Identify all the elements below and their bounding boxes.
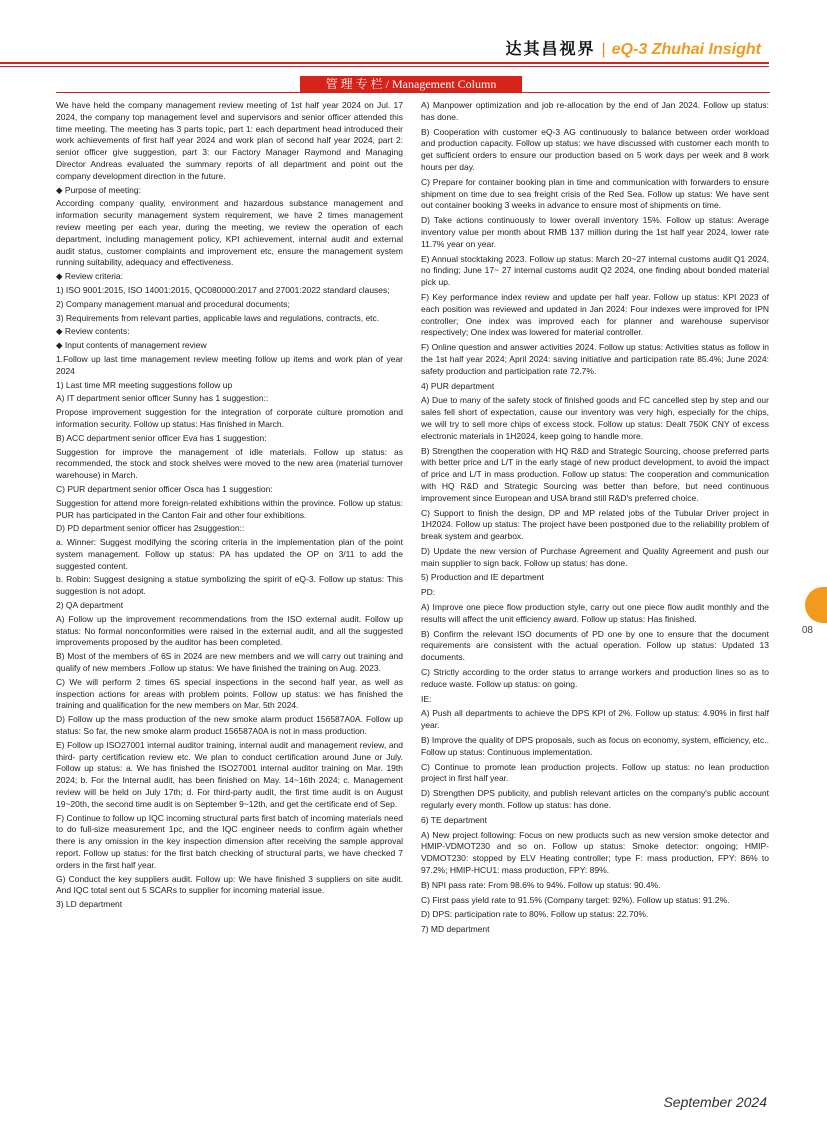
left-paragraph: 1) Last time MR meeting suggestions follow up bbox=[56, 379, 233, 390]
left-paragraph: E) Follow up ISO27001 internal auditor training, internal audit and management review, and third- party certification review etc. We plan to conduct certification around June or July. Follow up status: a. We has finished the ISO27001 internal auditor training on Mar. 19th 2024; b. For the Internal audit, has been finished on May. 14~16th 2024; c. Management review will be held on July 17th; d. For third-party audit, the first time audit is on August 19~20th, the second time audit is on September 9~12th, and get the certificate end of Sep. bbox=[56, 739, 403, 809]
right-paragraph: A) Manpower optimization and job re-allocation by the end of Jan 2024. Follow up status: has done. bbox=[421, 100, 769, 122]
left-paragraph: b. Robin: Suggest designing a statue symbolizing the spirit of eQ-3. Follow up status: This suggestion is not adopt. bbox=[56, 574, 403, 597]
left-paragraph: We have held the company management review meeting of 1st half year 2024 on Jul. 17 2024, the company top management level and supervisors and senior officer attended this time meeting. The meeting has 3 parts topic, part 1: each department head introduced their work achievements of first half year 2024 and work plan of second half year 2024, part 2: senior officer give suggestion, part 3: our Factory Manager Raymond and Managing Director Andreas evaluated the summary reports of all department and point out the company development direction in the future. bbox=[56, 100, 403, 181]
left-paragraph: A) IT department senior officer Sunny has 1 suggestion:: bbox=[56, 393, 269, 404]
left-paragraph: D) Follow up the mass production of the new smoke alarm product 156587A0A. Follow up status: So far, the new smoke alarm product 156587A0A is not in mass production. bbox=[56, 714, 403, 737]
header-rule bbox=[0, 62, 769, 64]
header-rule-thin bbox=[0, 66, 769, 67]
left-paragraph: ◆ Purpose of meeting: bbox=[56, 184, 141, 195]
left-paragraph: ◆ Input contents of management review bbox=[56, 340, 207, 351]
right-paragraph: F) Online question and answer activities 2024. Follow up status: Activities status as follow in the 1st half year 2024; April 2024: saving initiative and participation rate 85.4%; June 2024: safety production and participation rate 72.7%. bbox=[421, 342, 769, 376]
right-paragraph: D) Update the new version of Purchase Agreement and Quality Agreement and push our main supplier to sign back. Follow up status: has done. bbox=[421, 545, 769, 568]
left-paragraph: ◆ Review criteria: bbox=[56, 271, 123, 282]
left-paragraph: Suggestion for improve the management of idle materials. Follow up status: as recommended, the stock and stock shelves were moved to the new area (material turnover warehouse) in March. bbox=[56, 446, 403, 481]
right-paragraph: A) Improve one piece flow production style, carry out one piece flow audit monthly and the results will affect the unit efficiency award. Follow up status: Has finished. bbox=[421, 602, 769, 624]
brand-english: eQ-3 Zhuhai Insight bbox=[611, 41, 761, 58]
left-paragraph: 1) ISO 9001:2015, ISO 14001:2015, QC080000:2017 and 27001:2022 standard clauses; bbox=[56, 284, 390, 295]
left-paragraph: A) Follow up the improvement recommendations from the ISO external audit. Follow up status: No formal nonconformities were raised in the external audit, and all the suggested improvements proposed by the auditor has been completed. bbox=[56, 613, 403, 648]
right-paragraph: IE: bbox=[421, 693, 432, 704]
right-paragraph: F) Key performance index review and update per half year. Follow up status: KPI 2023 of each position was reviewed and updated in Jan 2024: Four indexes were improved for IPN controller; One index was improved each for planner and warehouse supervisor respectively; One index was lowered for material controller. bbox=[421, 291, 769, 338]
right-paragraph: B) Strengthen the cooperation with HQ R&D and Strategic Sourcing, choose preferred parts with better price and L/T in the early stage of new product development, to avoid the impact of price and L/T in mass production. Follow up status: The cooperation and communication with HQ R&D and Strategic Sourcing was better than before, but need continuous improvement since European and USA brand still R&D's preferred choice. bbox=[421, 445, 769, 503]
left-paragraph: B) ACC department senior officer Eva has 1 suggestion: bbox=[56, 432, 267, 443]
right-paragraph: 6) TE department bbox=[421, 814, 487, 825]
right-paragraph: E) Annual stocktaking 2023. Follow up status: March 20~27 internal customs audit Q1 2024, no finding; June 17~ 27 internal customs audit Q2 2024, one finding about bonded material pick up. bbox=[421, 253, 769, 288]
page-tab bbox=[805, 587, 827, 623]
column-title: 管 理 专 栏 / Management Column bbox=[300, 76, 522, 92]
right-paragraph: B) NPI pass rate: From 98.6% to 94%. Follow up status: 90.4%. bbox=[421, 879, 661, 890]
right-paragraph: B) Improve the quality of DPS proposals, such as focus on economy, system, efficiency, etc.. Follow up status: Continuous implementation. bbox=[421, 735, 769, 757]
left-paragraph: 3) LD department bbox=[56, 899, 123, 910]
page-number: 08 bbox=[801, 625, 813, 636]
right-paragraph: C) Prepare for container booking plan in time and communication with forwarders to ensure shipment on time due to sea freight crisis of the Red Sea. Follow up status: We have sent out container booking 3 weeks in advance to ensure most of shipments on time. bbox=[421, 176, 769, 211]
left-paragraph: G) Conduct the key suppliers audit. Follow up: We have finished 3 suppliers on site audit. And IQC total sent out 5 SCARs to supplier for incoming material issue. bbox=[56, 873, 403, 896]
brand-chinese: 达其昌视界 bbox=[505, 39, 596, 58]
right-paragraph: A) Push all departments to achieve the DPS KPI of 2%. Follow up status: 4.90% in first half year. bbox=[421, 708, 769, 731]
left-paragraph: B) Most of the members of 6S in 2024 are new members and we will carry out training and qualify of new members .Follow up status: We have finished the training on Aug. 2023. bbox=[56, 651, 403, 674]
left-column bbox=[56, 100, 403, 913]
left-paragraph: C) We will perform 2 times 6S special inspections in the second half year, as well as inspection actions for areas with problem points. Follow up status: we has finished the training and qualification for the new members on Mar. 5th 2024. bbox=[56, 676, 403, 711]
right-paragraph: B) Confirm the relevant ISO documents of PD one by one to ensure that the document requirements are consistent with the actual operation. Follow up status: Updated 13 documents. bbox=[421, 628, 769, 663]
left-paragraph: 2) QA department bbox=[56, 600, 124, 611]
left-paragraph: 2) Company management manual and procedural documents; bbox=[56, 298, 290, 309]
left-paragraph: a. Winner: Suggest modifying the scoring criteria in the implementation plan of the point system management. Follow up status: PA has updated the OP on 3/11 to add the suggested content. bbox=[56, 537, 403, 571]
left-paragraph: C) PUR department senior officer Osca has 1 suggestion: bbox=[56, 483, 273, 494]
right-paragraph: 4) PUR department bbox=[421, 380, 495, 391]
issue-date: September 2024 bbox=[663, 1094, 767, 1110]
right-paragraph: 7) MD department bbox=[421, 924, 490, 935]
column-rule bbox=[56, 92, 770, 93]
right-column bbox=[421, 100, 769, 939]
right-paragraph: 5) Production and IE department bbox=[421, 572, 544, 583]
left-paragraph: 3) Requirements from relevant parties, applicable laws and regulations, contracts, etc. bbox=[56, 312, 380, 323]
right-paragraph: A) Due to many of the safety stock of finished goods and FC cancelled step by step and our sales fell short of expectation, cause our inventory was very high, especially for the chips, we will try to sell more chips of excess stock. Follow up status: Dealt 750K CNY of excess electronic materials in 1H2024, keep going to handle more. bbox=[421, 395, 769, 441]
right-paragraph: C) Support to finish the design, DP and MP related jobs of the Tubular Driver project in 1H2024. Follow up status: The project have been postponed due to the reliability problem of break system and gearbox. bbox=[421, 507, 769, 542]
right-paragraph: PD: bbox=[421, 587, 436, 598]
right-paragraph: A) New project following: Focus on new products such as new version smoke detector and HMIP-VDMOT230 and so on. Follow up status: Smoke detector: ongoing; HMIP-VDMOT230: stopped by ELV Heating controller; type F: mass production, FPY: 86% to 97.2%; HMIP-HCU1: mass production, FPY: 89%. bbox=[421, 829, 769, 876]
left-paragraph: According company quality, environment and hazardous substance management and information security management system requirement, we have 2 times management review meeting per each year, during the meeting, we review the operation of each department, including management policy, KPI achievement, internal audit and external audit status, customer complaints and improvement etc, ensure the management system running suitability, adequacy and effectiveness. bbox=[56, 198, 403, 268]
right-paragraph: D) DPS: participation rate to 80%. Follow up status: 22.70%. bbox=[421, 909, 649, 920]
left-paragraph: Propose improvement suggestion for the integration of corporate culture promotion and information security. Follow up status: Has finished in March. bbox=[56, 407, 403, 429]
right-paragraph: C) First pass yield rate to 91.5% (Company target: 92%). Follow up status: 91.2%. bbox=[421, 894, 730, 905]
brand-separator: | bbox=[601, 41, 606, 58]
left-paragraph: ◆ Review contents: bbox=[56, 326, 130, 337]
right-paragraph: B) Cooperation with customer eQ-3 AG continuously to balance between order workload and production capacity. Follow up status: we have discussed with customer each month to get sufficient orders to ensure our production based on 5 work days per week and 8 work hours per day. bbox=[421, 126, 769, 172]
right-paragraph: C) Strictly according to the order status to arrange workers and production lines so as to reduce waste. Follow up status: on going. bbox=[421, 667, 769, 689]
right-paragraph: C) Continue to promote lean production projects. Follow up status: no lean production project in first half year. bbox=[421, 761, 769, 784]
left-paragraph: 1.Follow up last time management review meeting follow up items and work plan of year 2024 bbox=[56, 353, 403, 376]
right-paragraph: D) Take actions continuously to lower overall inventory 15%. Follow up status: Average inventory value per month about RMB 137 million during the 1st half year 2024, lower rate 11.7% year on year. bbox=[421, 215, 769, 249]
left-paragraph: D) PD department senior officer has 2suggestion:: bbox=[56, 523, 245, 534]
left-paragraph: F) Continue to follow up IQC incoming structural parts first batch of incoming materials need to do full-size measurement 1pc, and the IQC engineer needs to confirm again whether there is any omission in the key inspection dimension after receiving the sample approval report. Follow up status: for the first batch checking of structural parts, we have checked 7 orders in the first half year. bbox=[56, 812, 403, 870]
left-paragraph: Suggestion for attend more foreign-related exhibitions within the province. Follow up status: PUR has participated in the Canton Fair and other four exhibitions. bbox=[56, 497, 403, 520]
brand-header bbox=[505, 36, 761, 59]
right-paragraph: D) Strengthen DPS publicity, and publish relevant articles on the company's public account regularly every month. Follow up status: has done. bbox=[421, 788, 769, 811]
